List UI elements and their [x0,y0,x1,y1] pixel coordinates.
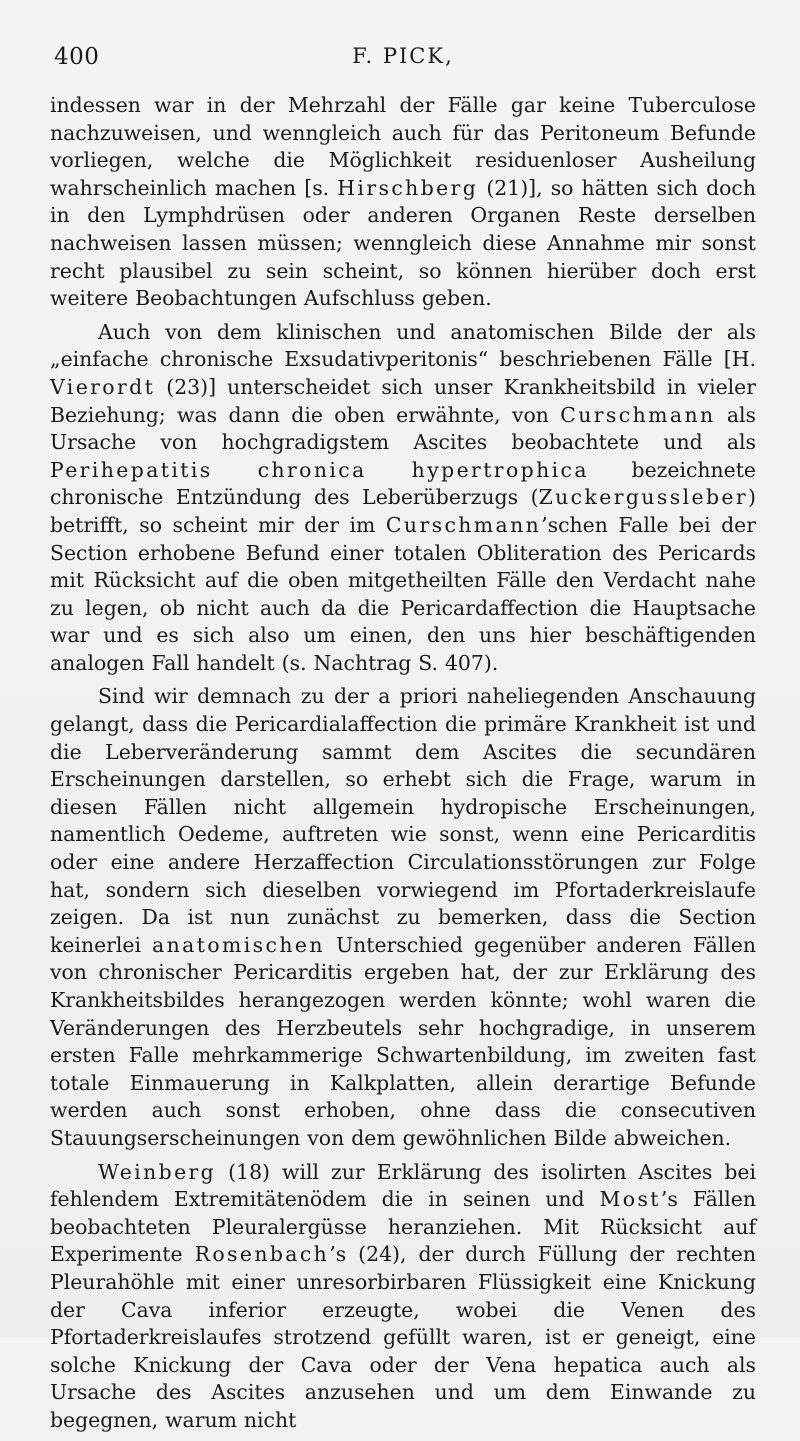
spaced-name-text: Hirschberg [337,175,479,200]
spaced-name-text: Weinberg [98,1159,217,1184]
running-title: F. PICK, [352,44,454,68]
paragraph-text: Sind wir demnach zu der a priori naheliegenden Anschauung gelangt, dass die Pericardialaffection die primäre Krankheit ist und die Leberveränderung sammt dem Ascites die secundären Erscheinungen darstellen, so erhebt sich die Frage, warum in diesen Fällen nicht allgemein hydropische Erscheinungen, namentlich Oedeme, auftreten wie sonst, wenn eine Pericarditis oder eine andere Herzaffection Circulationsstörungen zur Folge hat, sondern sich dieselben vorwiegend im Pfortaderkreislaufe zeigen. Da ist nun zunächst zu bemerken, dass die Section keinerlei [50,684,756,957]
running-head [50,44,756,78]
paragraph-text: (21)], so hätten sich doch in den Lymphdrüsen oder anderen Organen Reste derselben nachweisen lassen müssen; wenngleich diese Annahme mir sonst recht plausibel zu sein scheint, so können hierüber doch erst weitere Beobachtungen Aufschluss geben. [50,175,756,311]
paragraph-text: (18) will zur Erklärung des isolirten Ascites bei fehlendem Extremitätenödem die in seinen und [50,1159,756,1212]
spaced-name-text: Vierordt [50,374,156,399]
paragraph-text: als Ursache von hochgradigstem Ascites beobachtete und als [50,402,757,455]
spaced-name-text: Curschmann [560,402,716,427]
paragraph [50,1159,756,1435]
spaced-name-text: Rosenbach [194,1242,330,1267]
page-number: 400 [54,44,100,70]
spaced-name-text: Most [599,1187,661,1212]
paragraph-text: ’s (24), der durch Füllung der rechten Pleurahöhle mit einer unresorbirbaren Flüssigkeit eine Knickung der Cava inferior erzeugte, wobei die Venen des Pfortaderkreislaufes strotzend gefüllt waren, ist er geneigt, eine solche Knickung der Cava oder der Vena hepatica auch als Ursache des Ascites anzusehen und um dem Einwande zu begegnen, warum nicht [50,1242,756,1432]
spaced-name-text: Zuckergussleber [538,485,749,510]
paragraph-text: ) betrifft, so scheint mir der im [50,485,756,537]
paragraph [50,319,756,678]
paragraph-text: Auch von dem klinischen und anatomischen Bilde der als „einfache chronische Exsudativperitonis“ beschriebenen Fälle [H. [50,319,756,372]
spaced-name-text: Curschmann [385,512,542,537]
paragraph-text: (23)] unterscheidet sich unser Krankheitsbild in vieler Beziehung; was dann die oben erwähnte, von [50,374,756,427]
paragraph [50,92,756,313]
paragraph-text: bezeichnete chronische Entzündung des Leberüberzugs ( [50,457,756,510]
paragraph-text: indessen war in der Mehrzahl der Fälle gar keine Tuberculose nachzuweisen, und wenngleich auch für das Peritoneum Befunde vorliegen, welche die Möglichkeit residuenloser Ausheilung wahrscheinlich machen [s. [50,93,756,200]
body-text [50,92,756,1441]
paragraph-text: ’schen Falle bei der Section erhobene Befund einer totalen Obliteration des Pericards mit Rücksicht auf die oben mitgetheilten Fälle den Verdacht nahe zu legen, ob nicht auch da die Pericardaffection die Hauptsache war und es sich also um einen, den uns hier beschäftigenden analogen Fall handelt (s. Nachtrag S. 407). [50,512,756,675]
paragraph-text: Unterschied gegenüber anderen Fällen von chronischer Pericarditis ergeben hat, der zur Erklärung des Krankheitsbildes herangezogen werden könnte; wohl waren die Veränderungen des Herzbeutels sehr hochgradige, in unserem ersten Falle mehrkammerige Schwartenbildung, im zweiten fast totale Einmauerung in Kalkplatten, allein derartige Befunde werden auch sonst erhoben, ohne dass die consecutiven Stauungserscheinungen von dem gewöhnlichen Bilde abweichen. [50,932,757,1150]
spaced-name-text: anatomischen [152,932,325,957]
spaced-name-text: Perihepatitis chronica hypertrophica [50,457,589,482]
paragraph [50,683,756,1152]
paragraph-text: ’s Fällen beobachteten Pleuralergüsse heranziehen. Mit Rücksicht auf Experimente [50,1187,756,1267]
